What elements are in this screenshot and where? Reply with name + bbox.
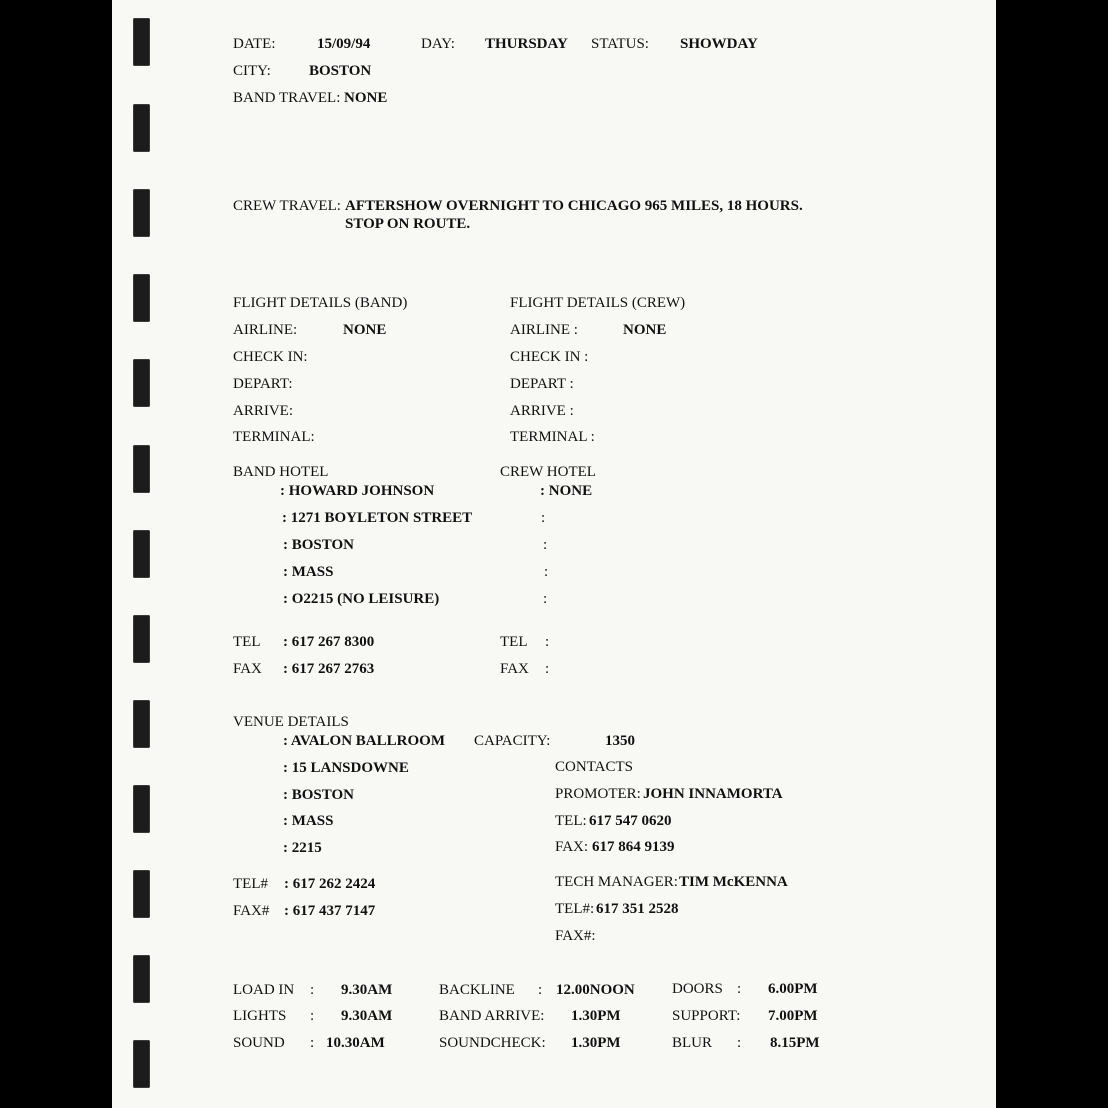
- support-label: SUPPORT:: [672, 1008, 741, 1024]
- load-in-label: LOAD IN: [233, 982, 295, 998]
- crew-hotel-colon: :: [544, 564, 549, 580]
- flight-crew-arrive-label: ARRIVE :: [510, 403, 574, 419]
- city-value: BOSTON: [309, 63, 372, 79]
- venue-line: : BOSTON: [283, 787, 354, 803]
- day-value: THURSDAY: [485, 36, 568, 52]
- promoter-fax-value: 617 864 9139: [592, 839, 675, 855]
- promoter-tel-value: 617 547 0620: [589, 813, 672, 829]
- flight-crew-airline-label: AIRLINE :: [510, 322, 578, 338]
- binding-hole: [133, 359, 150, 407]
- band-hotel-line: : 1271 BOYLETON STREET: [282, 510, 473, 526]
- binding-hole: [133, 1040, 150, 1088]
- date-value: 15/09/94: [317, 36, 371, 52]
- venue-tel-label: TEL#: [233, 876, 268, 892]
- crew-hotel-fax-label: FAX: [500, 661, 529, 677]
- capacity-value: 1350: [605, 733, 635, 749]
- venue-line: : AVALON BALLROOM: [283, 733, 445, 749]
- schedule-colon: :: [737, 1035, 742, 1051]
- blur-value: 8.15PM: [770, 1035, 820, 1051]
- support-value: 7.00PM: [768, 1008, 818, 1024]
- band-travel-value: NONE: [344, 90, 388, 106]
- binding-hole: [133, 18, 150, 66]
- flight-band-title: FLIGHT DETAILS (BAND): [233, 295, 408, 311]
- crew-travel-label: CREW TRAVEL:: [233, 198, 341, 214]
- tech-tel-label: TEL#:: [555, 901, 595, 917]
- band-travel-label: BAND TRAVEL:: [233, 90, 341, 106]
- load-in-value: 9.30AM: [341, 982, 393, 998]
- binding-hole: [133, 189, 150, 237]
- binding-hole: [133, 870, 150, 918]
- schedule-colon: :: [737, 981, 742, 997]
- band-hotel-tel-value: : 617 267 8300: [283, 634, 375, 650]
- tech-manager-value: TIM McKENNA: [679, 874, 788, 890]
- flight-crew-airline-value: NONE: [623, 322, 667, 338]
- band-hotel-title: BAND HOTEL: [233, 464, 329, 480]
- binding-hole: [133, 955, 150, 1003]
- venue-line: : MASS: [283, 813, 334, 829]
- crew-hotel-colon: :: [541, 510, 546, 526]
- crew-hotel-tel-value: :: [545, 634, 550, 650]
- tech-fax-label: FAX#:: [555, 928, 596, 944]
- promoter-value: JOHN INNAMORTA: [643, 786, 783, 802]
- crew-travel-line2: STOP ON ROUTE.: [345, 216, 471, 232]
- blur-label: BLUR: [672, 1035, 713, 1051]
- status-value: SHOWDAY: [680, 36, 758, 52]
- crew-hotel-tel-label: TEL: [500, 634, 528, 650]
- band-hotel-fax-value: : 617 267 2763: [283, 661, 375, 677]
- sound-label: SOUND: [233, 1035, 285, 1051]
- contacts-title: CONTACTS: [555, 759, 633, 775]
- promoter-fax-label: FAX:: [555, 839, 589, 855]
- lights-value: 9.30AM: [341, 1008, 393, 1024]
- binding-hole: [133, 274, 150, 322]
- doors-label: DOORS: [672, 981, 723, 997]
- binding-hole: [133, 615, 150, 663]
- crew-travel-line1: AFTERSHOW OVERNIGHT TO CHICAGO 965 MILES, 18 HOURS.: [345, 198, 803, 214]
- binding-hole: [133, 530, 150, 578]
- backline-value: 12.00NOON: [556, 982, 635, 998]
- binding-hole: [133, 445, 150, 493]
- doors-value: 6.00PM: [768, 981, 818, 997]
- band-arrive-label: BAND ARRIVE:: [439, 1008, 545, 1024]
- flight-crew-checkin-label: CHECK IN :: [510, 349, 589, 365]
- band-arrive-value: 1.30PM: [571, 1008, 621, 1024]
- city-label: CITY:: [233, 63, 271, 79]
- binding-hole: [133, 104, 150, 152]
- sound-value: 10.30AM: [326, 1035, 385, 1051]
- flight-band-checkin-label: CHECK IN:: [233, 349, 308, 365]
- band-hotel-line: : O2215 (NO LEISURE): [283, 591, 440, 607]
- soundcheck-value: 1.30PM: [571, 1035, 621, 1051]
- date-label: DATE:: [233, 36, 276, 52]
- binding-hole: [133, 700, 150, 748]
- schedule-colon: :: [310, 1035, 315, 1051]
- flight-crew-depart-label: DEPART :: [510, 376, 574, 392]
- schedule-colon: :: [538, 982, 543, 998]
- binding-hole: [133, 785, 150, 833]
- band-hotel-line: : HOWARD JOHNSON: [280, 483, 435, 499]
- promoter-label: PROMOTER:: [555, 786, 641, 802]
- backline-label: BACKLINE: [439, 982, 515, 998]
- flight-band-arrive-label: ARRIVE:: [233, 403, 293, 419]
- band-hotel-line: : BOSTON: [283, 537, 354, 553]
- venue-line: : 15 LANSDOWNE: [283, 760, 409, 776]
- tech-manager-label: TECH MANAGER:: [555, 874, 678, 890]
- capacity-label: CAPACITY:: [474, 733, 551, 749]
- flight-band-depart-label: DEPART:: [233, 376, 293, 392]
- venue-fax-label: FAX#: [233, 903, 270, 919]
- venue-line: : 2215: [283, 840, 322, 856]
- flight-band-airline-value: NONE: [343, 322, 387, 338]
- tech-tel-value: 617 351 2528: [596, 901, 679, 917]
- venue-tel-value: : 617 262 2424: [284, 876, 376, 892]
- flight-crew-title: FLIGHT DETAILS (CREW): [510, 295, 686, 311]
- band-hotel-tel-label: TEL: [233, 634, 261, 650]
- crew-hotel-title: CREW HOTEL: [500, 464, 596, 480]
- soundcheck-label: SOUNDCHECK:: [439, 1035, 546, 1051]
- crew-hotel-colon: :: [543, 591, 548, 607]
- venue-fax-value: : 617 437 7147: [284, 903, 376, 919]
- flight-crew-terminal-label: TERMINAL :: [510, 429, 595, 445]
- document-page: [112, 0, 996, 1108]
- crew-hotel-colon: :: [543, 537, 548, 553]
- crew-hotel-fax-value: :: [545, 661, 550, 677]
- flight-band-airline-label: AIRLINE:: [233, 322, 298, 338]
- schedule-colon: :: [310, 982, 315, 998]
- promoter-tel-label: TEL:: [555, 813, 587, 829]
- day-label: DAY:: [421, 36, 455, 52]
- venue-title: VENUE DETAILS: [233, 714, 349, 730]
- flight-band-terminal-label: TERMINAL:: [233, 429, 315, 445]
- status-label: STATUS:: [591, 36, 649, 52]
- crew-hotel-name: : NONE: [540, 483, 593, 499]
- lights-label: LIGHTS: [233, 1008, 287, 1024]
- band-hotel-line: : MASS: [283, 564, 334, 580]
- schedule-colon: :: [310, 1008, 315, 1024]
- band-hotel-fax-label: FAX: [233, 661, 262, 677]
